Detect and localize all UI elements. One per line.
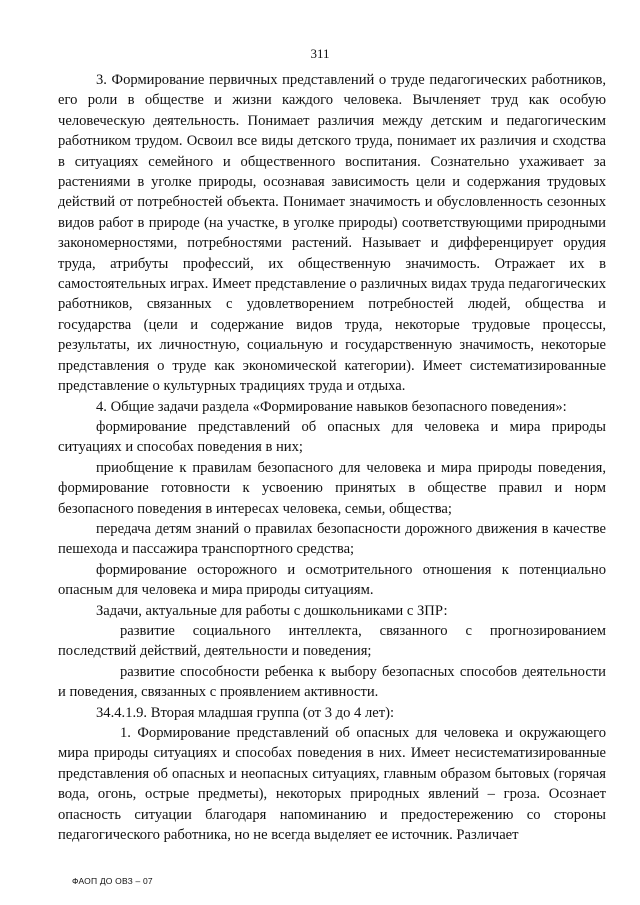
paragraph-task-traffic: передача детям знаний о правилах безопасности дорожного движения в качестве пешехода и пассажира транспортного средства;	[58, 520, 606, 558]
paragraph-task-caution: формирование осторожного и осмотрительного отношения к потенциально опасным для человека и мира природы ситуациям.	[58, 561, 606, 599]
paragraph-dangers-young: 1. Формирование представлений об опасных для человека и окружающего мира природы ситуациях и способах поведения в них. Имеет несистематизированные представления об опасных и неопасных ситуациях, главным образом бытовых (горячая вода, огонь, острые предметы), некоторых природных явлений – гроза. Осознает опасность ситуации благодаря напоминанию и предостережению со стороны педагогического работника, но не всегда выделяет ее источник. Различает	[58, 725, 606, 844]
paragraph-zpr-choice: развитие способности ребенка к выбору безопасных способов деятельности и поведения, связанных с проявлением активности.	[58, 663, 606, 701]
paragraph-task-dangers: формирование представлений об опасных для человека и мира природы ситуациях и способах поведения в них;	[58, 418, 606, 456]
footer-label: ФАОП ДО ОВЗ – 07	[72, 876, 153, 886]
section-heading: 34.4.1.9. Вторая младшая группа (от 3 до 4 лет):	[96, 704, 395, 721]
page-number: 311	[310, 46, 330, 61]
paragraph-task-rules: приобщение к правилам безопасного для человека и мира природы поведения, формирование готовности к усвоению принятых в обществе правил и норм безопасного поведения в интересах человека, семьи, общества;	[58, 459, 606, 517]
paragraph-safety-tasks: 4. Общие задачи раздела «Формирование навыков безопасного поведения»:	[96, 398, 567, 415]
paragraph-zpr-social: развитие социального интеллекта, связанного с прогнозированием последствий действий, деятельности и поведения;	[58, 622, 606, 660]
paragraph-labor: 3. Формирование первичных представлений о труде педагогических работников, его роли в обществе и жизни каждого человека. Вычленяет труд как особую человеческую деятельность. Понимает различия между детским и педагогическим работником трудом. Освоил все виды детского труда, понимает их различия и сходства в ситуациях семейного и общественного воспитания. Сознательно ухаживает за растениями в уголке природы, осознавая зависимость цели и содержания трудовых действий от потребностей объекта. Понимает значимость и обусловленность сезонных видов работ в природе (на участке, в уголке природы) соответствующими природными закономерностями, потребностями растений. Называет и дифференцирует орудия труда, атрибуты профессий, их общественную значимость. Отражает их в самостоятельных играх. Имеет представление о различных видах труда педагогических работников, связанных с удовлетворением потребностей людей, общества и государства (цели и содержание видов труда, некоторые трудовые процессы, результаты, их личностную, социальную и государственную значимость, некоторые представления о труде как экономической категории). Имеет систематизированные представление о культурных традициях труда и отдыха.	[58, 72, 606, 395]
body-text	[58, 70, 606, 845]
paragraph-zpr-tasks: Задачи, актуальные для работы с дошкольниками с ЗПР:	[96, 602, 448, 619]
